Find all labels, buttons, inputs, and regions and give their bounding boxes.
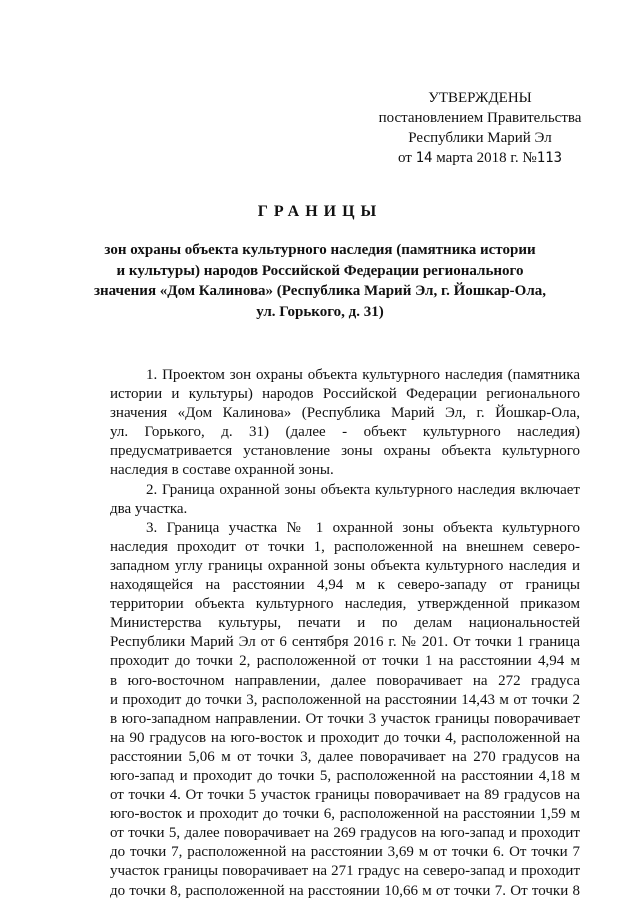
approval-line-2: Республики Марий Эл [408,130,552,146]
body-line: 1. Проектом зон охраны объекта культурного наследия (памятника [146,367,580,383]
approval-title: УТВЕРЖДЕНЫ [428,90,532,106]
approval-date-day: 14 [415,150,433,166]
approval-stamp [360,88,600,168]
body-line: расстоянии 5,06 м от точки 3, далее поворачивает на 270 градусов на [110,748,580,765]
body-line: значения «Дом Калинова» (Республика Марий Эл, г. Йошкар-Ола, [110,405,580,422]
body-line: территории объекта культурного наследия, утвержденной приказом [110,596,580,613]
body-line: два участка. [110,500,188,517]
body-line: наследия в составе охранной зоны. [110,462,334,479]
body-line: проходит до точки 2, расположенной от точки 1 на расстоянии 4,94 м [110,653,580,670]
body-line: до точки 8, расположенной на расстоянии 10,66 м от точки 7. От точки 8 [110,882,580,899]
body-line: находящейся на расстоянии 4,94 м к северо-западу от границы [110,577,580,594]
body-line: ул. Горького, д. 31) (далее - объект культурного наследия) [110,424,580,441]
body-line: истории и культуры) народов Российской Федерации регионального [110,386,580,403]
approval-line-1: постановлением Правительства [378,110,582,126]
approval-date-prefix: от [397,150,412,166]
body-line: в юго-западном направлении. От точки 3 участок границы поворачивает [110,710,580,727]
body-line: предусматривается установление зоны охраны объекта культурного [110,443,580,460]
subtitle-line: и культуры) народов Российской Федерации регионального [116,262,524,279]
body-line: от точки 5, далее поворачивает на 269 градусов на юго-запад и проходит [110,825,580,842]
approval-date-line [360,148,600,168]
document-title: ГРАНИЦЫ [257,203,383,220]
subtitle-line: зон охраны объекта культурного наследия (памятника истории [104,242,536,258]
document-subtitle [90,240,550,322]
body-line: Республики Марий Эл от 6 сентября 2016 г. № 201. От точки 1 граница [110,634,580,651]
body-line: юго-запад и проходит до точки 5, расположенной на расстоянии 4,18 м [110,767,580,784]
body-line: до точки 7, расположенной на расстоянии 3,69 м от точки 6. От точки 7 [110,844,580,861]
body-line: 2. Граница охранной зоны объекта культурного наследия включает [146,481,580,498]
document-body [110,366,580,901]
approval-number: 113 [536,150,563,166]
body-line: 3. Граница участка № 1 охранной зоны объекта культурного [146,519,580,536]
body-line: западном углу границы охранной зоны объекта культурного наследия и [110,557,580,574]
body-line: наследия проходит от точки 1, расположенной на внешнем северо- [110,538,580,555]
approval-date-rest: марта 2018 г. № [436,150,537,166]
body-line: и проходит до точки 3, расположенной на расстоянии 14,43 м от точки 2 [110,691,580,708]
body-line: в юго-восточном направлении, далее поворачивает на 272 градуса [110,672,580,689]
body-line: юго-восток и проходит до точки 6, расположенной на расстоянии 1,59 м [110,806,580,823]
subtitle-line: значения «Дом Калинова» (Республика Марий Эл, г. Йошкар-Ола, [93,283,547,299]
body-line: на 90 градусов на юго-восток и проходит до точки 4, расположенной на [110,729,580,746]
body-line: участок границы поворачивает на 271 градус на северо-запад и проходит [110,863,580,880]
body-line: Министерства культуры, печати и по делам национальностей [110,615,580,632]
subtitle-line: ул. Горького, д. 31) [256,303,384,320]
body-line: от точки 4. От точки 5 участок границы поворачивает на 89 градусов на [110,787,580,804]
